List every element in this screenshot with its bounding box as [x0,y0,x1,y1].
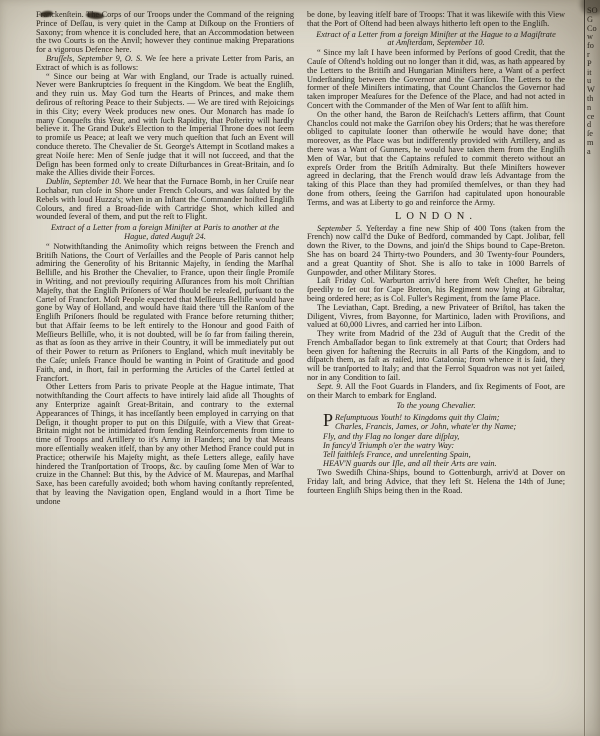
news-paragraph: They write from Madrid of the 23d of Auguſt that the Credit of the French Ambaſſador began to ſink extremely at that Court; that Orders had been given for haſtening the Recruits in all Parts of the Kingdom, and to diſpatch them, as faſt as raiſed, into Catalonia; from whence it is ſaid, they will be tranſported to Italy; and that the Ferrol Squadron was not yet ſailed, nor in any Condition to ſail. [307,329,565,383]
dateline: Bruſſels, September 9, O. S. [46,53,143,63]
dateline: September 5. [317,223,363,233]
section-heading: LONDON. [395,210,477,222]
news-paragraph: Sept. 9. All the Foot Guards in Flanders, and ſix Regiments of Foot, are on their March to embark for England. [307,381,565,400]
edge-text-fragment: ſe [587,129,593,139]
news-paragraph: Laſt Friday Col. Warburton arriv'd here from Weſt Cheſter, he being ſpeedily to ſet out for Cape Breton, his Regiment now lying at Gibraltar, being ordered here; as is Col. Fuller's Regiment, from the ſame Place. [307,276,565,303]
news-paragraph: Bruſſels, September 9, O. S. We ſee here a private Letter from Paris, an Extract of which is as follows: [36,53,294,72]
column-left [36,11,294,736]
edge-text-fragment: G [587,14,593,24]
edge-text-fragment: Co [587,23,597,33]
edge-text-fragment: m [587,137,594,147]
news-paragraph: Two Swediſh China-Ships, bound to Gottenburgh, arriv'd at Dover on Friday laſt, and bring Advice, that they left St. Helena the 14th of June; fourteen Engliſh Ships being then in the Road. [307,468,565,496]
edge-text-fragment: th [587,93,594,103]
column-rule [584,0,586,736]
news-paragraph: “ Since our being at War with England, our Trade is actually ruined. Never were Bankruptcies ſo frequent in the Kingdom. We beat the Engliſh, and they ruin us. May God turn the Hearts of Princes, and make them deſirous of reſtoring Peace to their Subjects. — We are tired with Rejoicings in this City; every Week produces new ones. Our Monarch has made ſo many Conqueſts this Year, and with ſuch Rapidity, that Poſterity will hardly believe it. The Grand Duke's Election to the Imperial Throne does not ſeem to promiſe us Peace; at leaſt we very much queſtion that ſuch an Event will conduce thereto. The Chevalier de St. George's Attempt in Scotland makes a great Noiſe here: Men of Senſe judge that it will not ſucceed, and that the Deſign has been formed only to create Diſturbances in Great-Britain, and ſo make the Allies divide their Forces. [36,71,294,178]
news-paragraph: “ Since my laſt I have been informed by Perſons of good Credit, that the Cauſe of Oſtend's holding out no longer than it did, was, as hath appeared by the Letters to the Britiſh and Hungarian Miniſters here, a Want of a perfect Underſtanding between the Governor and the Garriſon. The Letters to the former of theſe Miniſters intimating, that Count Chanclos the Governor had taken improper Meaſures for the Defence of the Place, and had not acted in Concert with the Commander of the Men of War ſent to aſſiſt him. [307,48,565,110]
edge-text-fragment: ce [587,111,595,121]
drop-cap: P [323,410,334,431]
letter-heading: Extract of a Letter from a foreign Miniſter at Paris to another at the Hague, dated Auguſt 24. [50,223,280,241]
edge-text-fragment: W [587,85,595,95]
edge-text-fragment: r [587,49,590,59]
edge-text-fragment: n [587,102,592,112]
edge-text-fragment: it [587,67,592,77]
letter-heading: Extract of a Letter from a foreign Miniſter at the Hague to a Magiſtrate at Amſterdam, September 10. [316,29,556,48]
cropped-column-fragments [587,7,599,157]
letter-heading: To the young Chevalier. [396,401,476,411]
dateline: Sept. 9. [317,381,343,391]
news-paragraph: Dublin, September 10. We hear that the Furnace Bomb, in her Cruiſe near Lochabar, run cloſe in Shore under French Colours, and was ſaluted by the Rebels with loud Huzza's; when in an Inſtant the Commander hoiſted Engliſh Colours, and fired a Broad-ſide with Cartridge Shot, which killed and wounded ſeveral of them, and put the reſt to Flight. [36,177,294,222]
verse-paragraph: P Reſumptuous Youth! to Kingdoms quit thy Claim; Charles, Francis, James, or John, whate'er thy Name; Fly, and thy Flag no longer dare diſplay, In fancy'd Triumph o'er the watry Way: Tell faithleſs France, and unrelenting Spain, HEAV'N guards our Iſle, and all their Arts are vain. [323,410,517,469]
news-paragraph: The Leviathan, Capt. Breding, a new Privateer of Briſtol, has taken the Diligent, Vivres, from Bayonne, for Martinico, laden with Proviſions, and valued at 60,000 Livres, and carried her into Liſbon. [307,302,565,330]
cropped-page-edge [586,0,600,736]
news-paragraph: Franckenſtein. The Corps of our Troops under the Command of the reigning Prince of Deſſau, is very quiet in the Camp at Diſkoup on the Frontiers of Saxony; from whence it is concluded here, that an Accommodation between the two Courts is on the Anvil; however they continue making Preparations for a vigorous Defence here. [36,11,294,55]
edge-text-fragment: w [587,32,593,42]
edge-text-fragment: a [587,146,591,156]
news-paragraph: be done, by leaving itſelf bare of Troops: That it was likewiſe with this View that the Port of Oſtend had been always hitherto left open to the Engliſh. [307,11,565,28]
text-columns [36,11,566,736]
news-paragraph: September 5. Yeſterday a fine new Ship of 400 Tons (taken from the French) now call'd the Duke of Bedford, commanded by Capt. Jolibar, fell down the River, to the Downs, and join'd the Ships bound to Cape-Breton. She has on board 24 Thirty-two Pounders, and 30 Twenty-four Pounders, and a great Quantity of Shot. She is alſo to take in 1000 Barrels of Gunpowder, and other Military Stores. [307,223,565,277]
column-right [307,11,565,736]
edge-text-fragment: u [587,76,592,86]
dateline: Dublin, September 10. [46,177,122,187]
news-paragraph: Other Letters from Paris to private People at the Hague intimate, That notwithſtanding the Court affects to have intirely laid aſide all Thoughts of any Enterprize againſt Great-Britain, and contrary to the external Appearances of Things, it has inceſſantly been employed in carrying on that Deſign, it thought proper to put on this Diſguiſe, with a View that Great-Britain might not be intimidated from ſending Reinforcements from time to time of Troops and Artillery to it's Army in Flanders; and by that Means more eſſentially weaken itſelf, than by any other Method France could put in Practice; otherwiſe his Majeſty might, as theſe Letters allege, eaſily have hindered the Tranſportation of Troops, &c. by cauſing ſome Men of War to cruize in the Channel: But this, by the Advice of M. Maurepas, and Marſhal Saxe, has been carefully avoided; both whom having conſtantly repreſented, that by leaving the Navigation open, England would in a ſhort Time be undone [36,382,294,506]
news-paragraph: On the other hand, the Baron de Reiſchach's Letters affirm, that Count Chanclos could not make the Garriſon obey his Orders; that he was therefore obliged to capitulate ſooner than otherwiſe he would have done; that moreover, as the Place was but indifferently provided with Artillery, and as there was a Want of Gunners, he would have taken them from the Engliſh Men of War, but that the Captains refuſed to commit thereto without an expreſs Order from the Britiſh Admiralty. But theſe Miniſters however agreed in declaring, that the French would draw leſs Advantage from the taking of this Place than they had promiſed themſelves, or than they had done from others, ſeeing the Garriſon had capitulated upon honourable Terms, and was at Liberty to go and reinforce the Army. [307,109,565,207]
edge-text-fragment: d [587,120,592,130]
news-paragraph: “ Notwithſtanding the Animoſity which reigns between the French and Britiſh Nations, the Court of Verſailles and the People of Paris cannot help admiring the Generoſity of his Britannic Majeſty, in ſending the Marſhal Belliſle, and his Brother the Chevalier, to France, upon their ſingle Promiſe in Writing, and not previouſly requiring Aſſurances from his moſt Chriſtian Majeſty, that the Engliſh Priſoners of War ſhould be releaſed, purſuant to the Cartel of Francfort. Moſt People expected that Meſſieurs Belliſle would have gone by Way of Holland, and would have ſtaid there 'till the Ranſom of the Engliſh Priſoners ſhould be regulated with France before returning thither; but that Affair ſeems to be left entirely to the Honour and good Faith of Meſſieurs Belliſle, who, it is not doubted, will be ſo far from failing therein, as that as ſoon as they arrive in their Country, it will be immediately put out of their Power to return as Priſoners to England, which muſt inevitably be the Caſe; unleſs France ſhould be wanting in Point of Gratitude and good Faith, and, in ſhort, fail in performing the Articles of the Cartel ſettled at Francfort. [36,241,294,383]
edge-text-fragment: P [587,58,592,68]
edge-text-fragment: fo [587,41,594,51]
